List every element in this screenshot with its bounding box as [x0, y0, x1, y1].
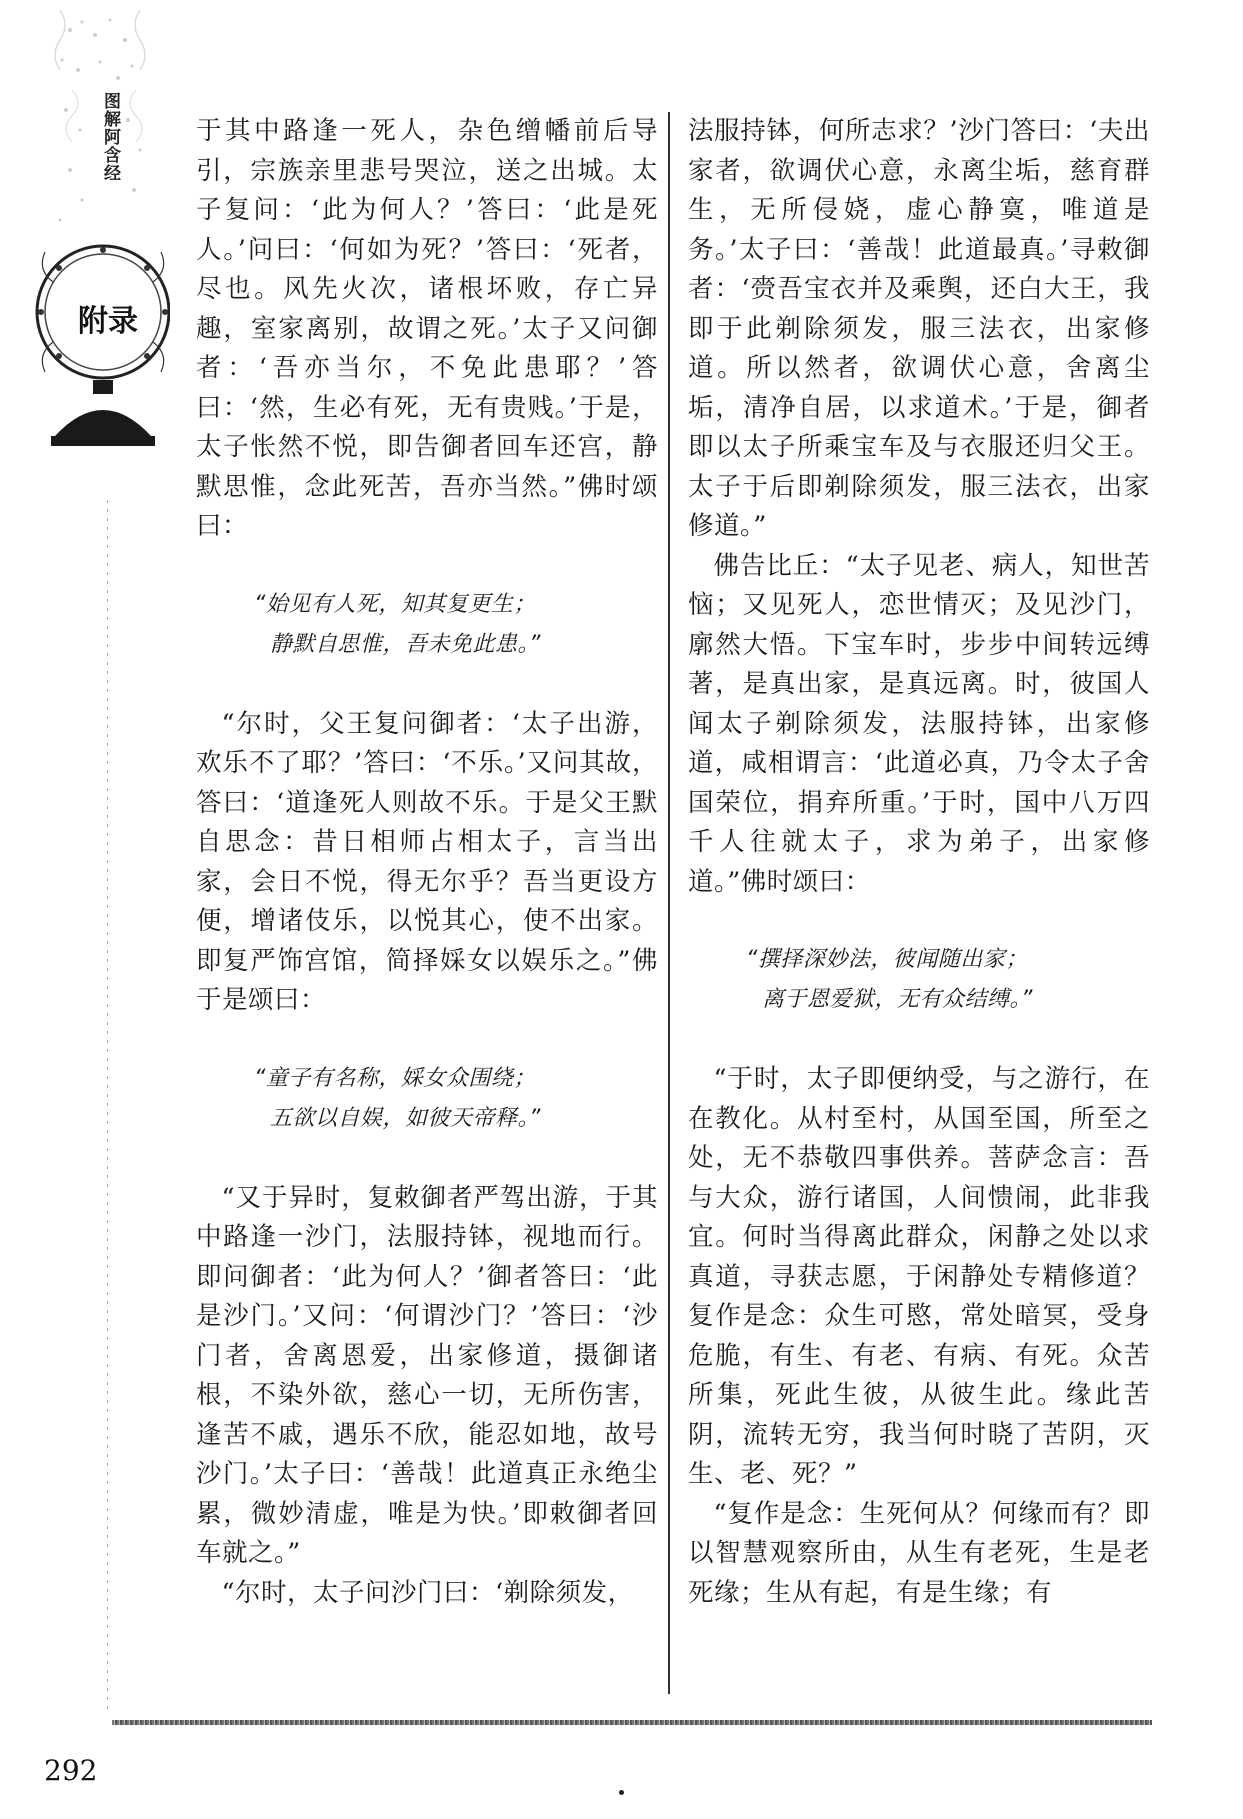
verse — [196, 1059, 658, 1139]
paragraph: 于其中路逢一死人，杂色缯幡前后导引，宗族亲里悲号哭泣，送之出城。太子复问：‘此为何人？’答曰：‘此是死人。’问曰：‘何如为死？’答曰：‘死者，尽也。风先火次，诸根坏败，存亡异趣，室家离别，故谓之死。’太子又问御者：‘吾亦当尔，不免此患耶？’答曰：‘然，生必有死，无有贵贱。’于是，太子怅然不悦，即告御者回车还宫，静默思惟，念此死苦，吾亦当然。”佛时颂曰： — [196, 116, 658, 541]
section-label: 附录 — [78, 304, 138, 339]
left-column — [196, 112, 658, 1613]
paragraph: “又于异时，复敕御者严驾出游，于其中路逢一沙门，法服持钵，视地而行。即问御者：‘此为何人？’御者答曰：‘此是沙门。’又问：‘何谓沙门？’答曰：‘沙门者，舍离恩爱，出家修道，摄御诸根，不染外欲，慈心一切，无所伤害，逢苦不戚，遇乐不欣，能忍如地，故号沙门。’太子曰：‘善哉！此道真正永绝尘累，微妙清虚，唯是为快。’即敕御者回车就之。” — [196, 1182, 658, 1568]
right-column — [688, 112, 1150, 1613]
paragraph: “复作是念：生死何从？何缘而有？即以智慧观察所由，从生有老死，生是老死缘；生从有起，有是生缘；有 — [688, 1498, 1150, 1608]
verse-line: 静默自思惟，吾未免此患。” — [270, 631, 541, 657]
side-ornament — [0, 0, 170, 520]
verse-line: “童子有名称，婇女众围绕； — [254, 1065, 536, 1091]
paragraph: 佛告比丘：“太子见老、病人，知世苦恼；又见死人，恋世情灭；及见沙门，廓然大悟。下宝车时，步步中间转远缚著，是真出家，是真远离。时，彼国人闻太子剃除须发，法服持钵，出家修道，咸相谓言：‘此道必真，乃令太子舍国荣位，捐弃所重。’于时，国中八万四千人往就太子，求为弟子，出家修道。”佛时颂曰： — [688, 550, 1150, 897]
paragraph: “尔时，太子问沙门曰：‘剃除须发， — [221, 1577, 634, 1608]
paragraph: 法服持钵，何所志求？’沙门答曰：‘夫出家者，欲调伏心意，永离尘垢，慈育群生，无所侵娆，虚心静寞，唯道是务。’太子曰：‘善哉！此道最真。’寻敕御者：‘赍吾宝衣并及乘舆，还白大王，我即于此剃除须发，服三法衣，出家修道。所以然者，欲调伏心意，舍离尘垢，清净自居，以求道术。’于是，御者即以太子所乘宝车及与衣服还归父王。太子于后即剃除须发，服三法衣，出家修道。” — [688, 116, 1150, 541]
scan-dot — [619, 1790, 624, 1795]
verse-line: “撰择深妙法，彼闻随出家； — [746, 947, 1028, 972]
page-number: 292 — [44, 1754, 98, 1787]
verse — [196, 585, 658, 665]
paragraph: “尔时，父王复问御者：‘太子出游，欢乐不了耶？’答曰：‘不乐。’又问其故，答曰：‘道逢死人则故不乐。于是父王默自思念：昔日相师占相太子，言当出家，会日不悦，得无尔乎？吾当更设方便，增诸伎乐，以悦其心，使不出家。即复严饰宫馆，简择婇女以娱乐之。”佛于是颂曰： — [196, 708, 658, 1015]
footer-rule — [112, 1720, 1152, 1725]
verse — [688, 940, 1150, 1020]
verse-line: “始见有人死，知其复更生； — [254, 591, 536, 617]
verse-line: 离于恩爱狱，无有众结缚。” — [762, 987, 1033, 1012]
series-title: 图解阿含经 — [100, 92, 120, 182]
verse-line: 五欲以自娱，如彼天帝释。” — [270, 1105, 541, 1131]
column-divider — [668, 112, 670, 1694]
margin-guide — [107, 500, 108, 1710]
paragraph: “于时，太子即便纳受，与之游行，在在教化。从村至村，从国至国，所至之处，无不恭敬四事供养。菩萨念言：吾与大众，游行诸国，人间愦闹，此非我宜。何时当得离此群众，闲静之处以求真道，寻获志愿，于闲静处专精修道？复作是念：众生可愍，常处暗冥，受身危脆，有生、有老、有病、有死。众苦所集，死此生彼，从彼生此。缘此苦阴，流转无穷，我当何时晓了苦阴，灭生、老、死？” — [688, 1064, 1150, 1489]
